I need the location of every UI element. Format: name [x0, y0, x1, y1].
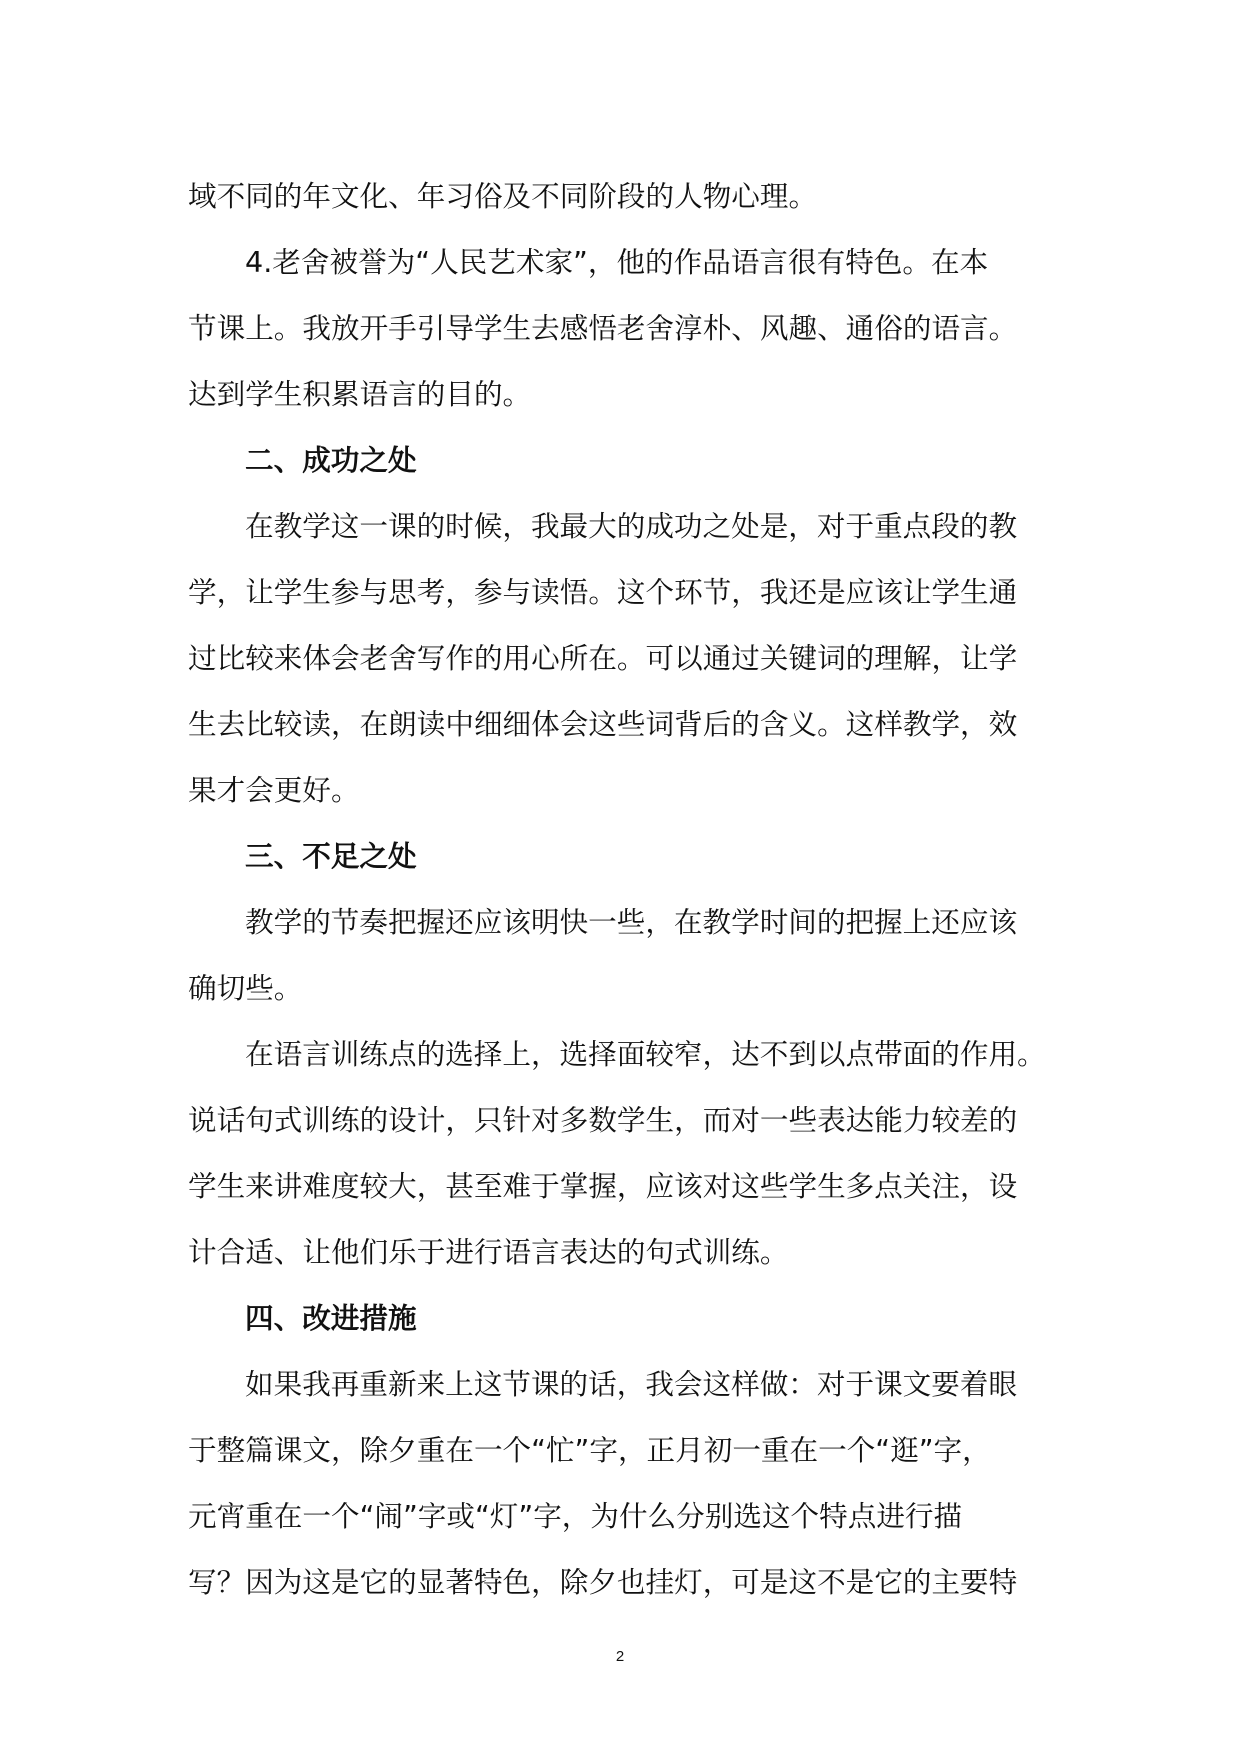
section-heading: 四、改进措施: [245, 1301, 417, 1335]
text-line: 果才会更好。: [188, 773, 360, 807]
text-line: 于整篇课文，除夕重在一个“忙”字，正月初一重在一个“逛”字，: [188, 1433, 991, 1467]
paragraph-first-line: 教学的节奏把握还应该明快一些，在教学时间的把握上还应该: [245, 905, 1018, 939]
text-line: 达到学生积累语言的目的。: [188, 377, 532, 411]
text-line: 写？因为这是它的显著特色，除夕也挂灯，可是这不是它的主要特: [188, 1565, 1018, 1599]
text-line: 域不同的年文化、年习俗及不同阶段的人物心理。: [188, 179, 818, 213]
text-line: 说话句式训练的设计，只针对多数学生，而对一些表达能力较差的: [188, 1103, 1018, 1137]
section-heading: 三、不足之处: [245, 839, 417, 873]
text-line: 生去比较读，在朗读中细细体会这些词背后的含义。这样教学，效: [188, 707, 1018, 741]
paragraph-first-line: 在语言训练点的选择上，选择面较窄，达不到以点带面的作用。: [245, 1037, 1046, 1071]
text-line: 确切些。: [188, 971, 303, 1005]
paragraph-first-line: 在教学这一课的时候，我最大的成功之处是，对于重点段的教: [245, 509, 1018, 543]
text-line: 学生来讲难度较大，甚至难于掌握，应该对这些学生多点关注，设: [188, 1169, 1018, 1203]
text-line: 节课上。我放开手引导学生去感悟老舍淳朴、风趣、通俗的语言。: [188, 311, 1018, 345]
paragraph-first-line: 如果我再重新来上这节课的话，我会这样做：对于课文要着眼: [245, 1367, 1018, 1401]
text-line: 元宵重在一个“闹”字或“灯”字，为什么分别选这个特点进行描: [188, 1499, 963, 1533]
text-line: 计合适、让他们乐于进行语言表达的句式训练。: [188, 1235, 789, 1269]
text-line: 过比较来体会老舍写作的用心所在。可以通过关键词的理解，让学: [188, 641, 1018, 675]
text-line: 学，让学生参与思考，参与读悟。这个环节，我还是应该让学生通: [188, 575, 1018, 609]
paragraph-first-line: 4.老舍被誉为“人民艺术家”，他的作品语言很有特色。在本: [245, 245, 989, 279]
section-heading: 二、成功之处: [245, 443, 417, 477]
page-number: 2: [615, 1648, 625, 1665]
document-body: [188, 163, 1060, 1615]
